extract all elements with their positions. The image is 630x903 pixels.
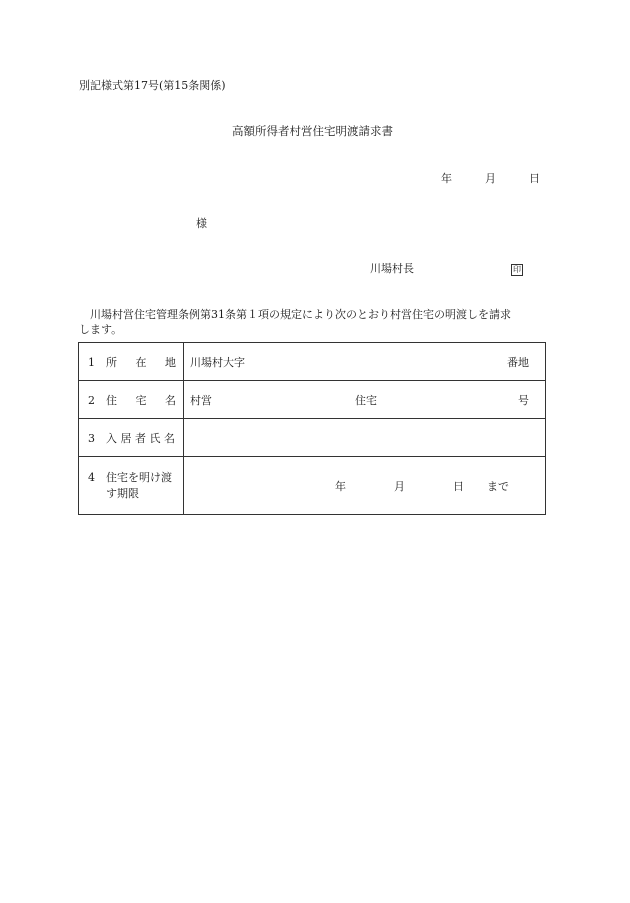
addressee-suffix: 様 — [196, 217, 207, 230]
deadline-day: 日 — [453, 479, 464, 493]
deadline-month: 月 — [394, 479, 405, 493]
housing-prefix: 村営 — [190, 393, 212, 407]
value-deadline[interactable] — [184, 457, 546, 515]
label-char: 地 — [165, 355, 176, 369]
value-housing[interactable] — [184, 381, 546, 419]
seal-mark — [511, 263, 523, 276]
label-deadline-text — [106, 470, 172, 502]
table-row-deadline — [79, 457, 546, 515]
form-number: 別記様式第17号(第15条関係) — [79, 79, 226, 92]
body-line-1: 川場村営住宅管理条例第31条第１項の規定により次のとおり村営住宅の明渡しを請求 — [90, 308, 511, 321]
label-deadline-line2: す期限 — [106, 486, 139, 500]
label-housing-text — [106, 392, 176, 408]
label-char: 名 — [165, 393, 176, 407]
label-char: 宅 — [135, 393, 147, 407]
row-number: 1 — [88, 355, 95, 369]
body-line-2: します。 — [79, 323, 123, 336]
date-line — [441, 173, 540, 184]
document-title: 高額所得者村営住宅明渡請求書 — [232, 124, 393, 138]
label-housing — [79, 381, 184, 419]
row-number: 3 — [88, 431, 95, 445]
issuer-name: 川場村長 — [370, 262, 414, 275]
seal-icon: 印 — [513, 265, 521, 274]
label-location-text — [106, 354, 176, 370]
label-location — [79, 343, 184, 381]
location-prefix: 川場村大字 — [190, 355, 245, 369]
deadline-until: まで — [487, 479, 509, 493]
row-number: 4 — [88, 470, 95, 484]
info-table — [78, 342, 546, 515]
date-month: 月 — [485, 172, 496, 185]
label-char: 住 — [106, 393, 117, 407]
label-deadline — [79, 457, 184, 515]
location-suffix: 番地 — [507, 355, 529, 369]
row-number: 2 — [88, 393, 95, 407]
table-row-location — [79, 343, 546, 381]
table-row-resident — [79, 419, 546, 457]
value-location[interactable] — [184, 343, 546, 381]
label-resident — [79, 419, 184, 457]
housing-suffix: 号 — [518, 393, 529, 407]
date-day: 日 — [529, 172, 540, 185]
date-year: 年 — [441, 172, 452, 185]
deadline-year: 年 — [335, 479, 346, 493]
label-char: 在 — [135, 355, 147, 369]
table-row-housing — [79, 381, 546, 419]
value-resident[interactable] — [184, 419, 546, 457]
housing-mid: 住宅 — [355, 393, 377, 407]
label-deadline-line1: 住宅を明け渡 — [106, 470, 172, 484]
label-resident-text: 入 居 者 氏 名 — [106, 431, 175, 445]
label-char: 所 — [106, 355, 117, 369]
body-text — [79, 307, 549, 337]
